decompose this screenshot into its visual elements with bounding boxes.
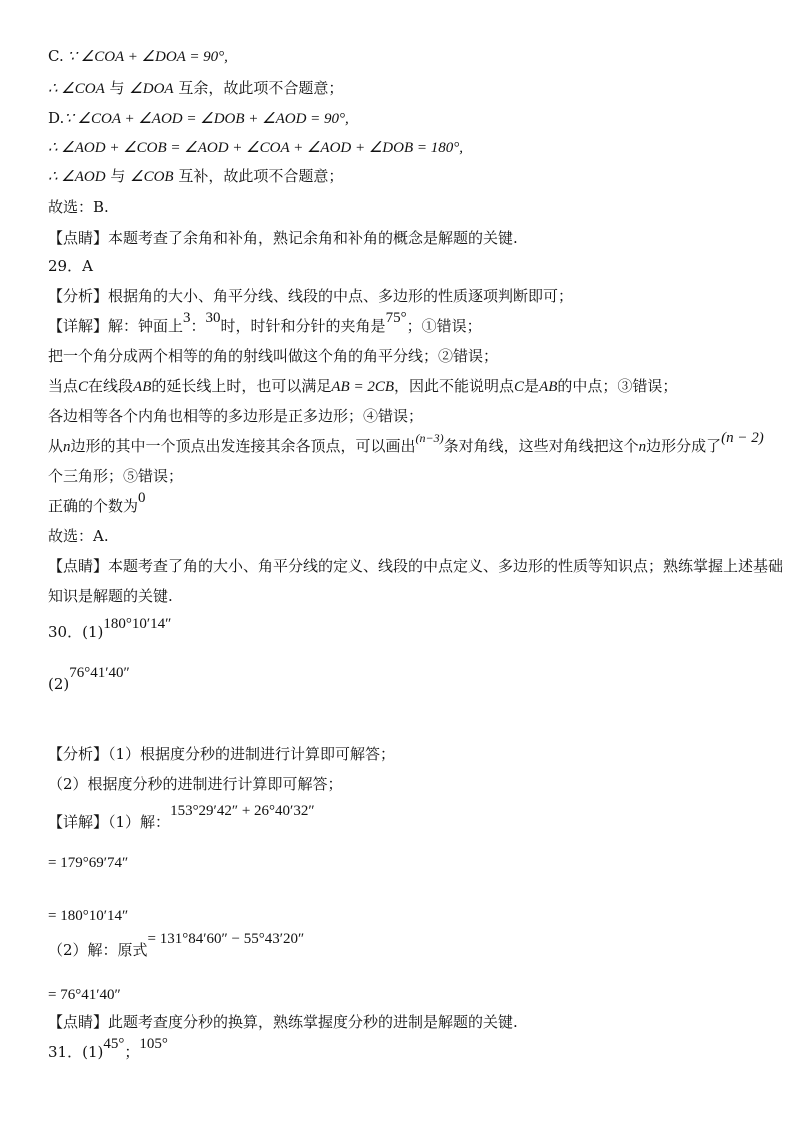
text: ，因此不能说明点 <box>394 377 515 395</box>
math-expression: ∴ ∠AOD <box>48 169 106 185</box>
option-c-conclusion <box>48 78 343 99</box>
text: 30．(1) <box>48 623 104 641</box>
option-d-line <box>48 108 349 129</box>
text: 与 <box>105 167 131 185</box>
math-expression: 45° <box>103 1036 125 1052</box>
option-label: C. <box>48 47 64 65</box>
text: （2）解：原式 <box>48 941 148 959</box>
math-expression: C <box>514 379 525 395</box>
text: 31．(1) <box>48 1043 104 1061</box>
math-number: 3 <box>183 310 191 326</box>
question-30-answer-1 <box>48 616 172 643</box>
math-expression: ∠COB <box>130 169 174 185</box>
text: 正确的个数为 <box>48 497 139 515</box>
math-expression: (n − 2) <box>721 430 764 446</box>
math-expression: n <box>638 439 647 455</box>
text: 互补，故此项不合题意； <box>173 167 344 185</box>
comment-label: 【点睛】 <box>48 557 109 575</box>
math-expression: 153°29′42″ + 26°40′32″ <box>170 803 315 819</box>
option-c-line <box>48 46 228 67</box>
analysis-label: 【分析】 <box>48 745 109 763</box>
math-expression: n <box>63 439 71 455</box>
text: (2) <box>48 675 70 693</box>
detail-line <box>48 310 482 337</box>
text: 互余，故此项不合题意； <box>173 79 344 97</box>
math-expression: ∵ ∠COA + ∠DOA = 90°, <box>63 49 228 65</box>
text: 边形的其中一个顶点出发连接其余各顶点，可以画出 <box>70 437 416 455</box>
text: 29．A <box>48 257 93 275</box>
answer-line <box>48 197 109 217</box>
answer-line <box>48 526 109 546</box>
math-number: 75° <box>385 310 407 326</box>
text: 本题考查了余角和补角，熟记余角和补角的概念是解题的关键. <box>108 229 518 247</box>
text: 的延长线上时，也可以满足 <box>151 377 332 395</box>
analysis-line <box>48 774 343 794</box>
math-expression: = 180°10′14″ <box>48 908 129 924</box>
text: （1）根据度分秒的进制进行计算即可解答； <box>108 745 396 763</box>
math-expression: ∵ ∠COA + ∠AOD = ∠DOB + ∠AOD = 90°, <box>64 111 349 127</box>
comment-label: 【点睛】 <box>48 1013 109 1031</box>
text: 故选：A. <box>48 527 109 545</box>
question-29-heading <box>48 256 93 276</box>
comment-line <box>48 1012 518 1032</box>
text: 在线段 <box>88 377 134 395</box>
text: 边形分成了 <box>646 437 722 455</box>
detail-line <box>48 803 315 833</box>
detail-line <box>48 490 146 517</box>
text: 解：钟面上 <box>108 317 184 335</box>
math-expression: AB <box>133 379 152 395</box>
question-31-answer-1 <box>48 1036 168 1063</box>
analysis-line <box>48 744 395 764</box>
text: 从 <box>48 437 64 455</box>
text: （1）解： <box>108 813 171 831</box>
text: 的中点；③错误； <box>557 377 678 395</box>
math-expression: = 76°41′40″ <box>48 987 121 1003</box>
math-expression: = 131°84′60″ − 55°43′20″ <box>147 931 305 947</box>
option-label: D. <box>48 109 65 127</box>
text: 本题考查了角的大小、角平分线的定义、线段的中点定义、多边形的性质等知识点；熟练掌握上述基础 <box>108 557 784 575</box>
option-d-derivation <box>48 137 463 158</box>
text: 与 <box>104 79 130 97</box>
calc-step <box>48 852 128 873</box>
math-expression: ∠DOA <box>129 81 174 97</box>
option-d-conclusion <box>48 166 343 187</box>
analysis-label: 【分析】 <box>48 287 109 305</box>
text: 条对角线，这些对角线把这个 <box>443 437 639 455</box>
math-expression: (n−3) <box>415 431 444 445</box>
text: ： <box>190 317 206 335</box>
comment-line-continued <box>48 586 173 606</box>
math-expression: = 179°69′74″ <box>48 855 129 871</box>
detail-line <box>48 931 305 961</box>
math-expression: 180°10′14″ <box>103 616 172 632</box>
math-expression: C <box>78 379 89 395</box>
text: 是 <box>524 377 540 395</box>
calc-step <box>48 984 121 1005</box>
text: ；①错误； <box>406 317 482 335</box>
text: 当点 <box>48 377 79 395</box>
text: 把一个角分成两个相等的角的射线叫做这个角的角平分线；②错误； <box>48 347 499 365</box>
math-number: 0 <box>138 490 146 506</box>
detail-line <box>48 430 764 457</box>
text: 时，时针和分针的夹角是 <box>220 317 386 335</box>
comment-label: 【点睛】 <box>48 229 109 247</box>
detail-line <box>48 406 423 426</box>
math-expression: ∴ ∠COA <box>48 81 105 97</box>
calc-step <box>48 905 128 926</box>
detail-line <box>48 466 183 486</box>
text: 根据角的大小、角平分线、线段的中点、多边形的性质逐项判断即可； <box>108 287 574 305</box>
detail-line <box>48 346 498 366</box>
text: ； <box>124 1043 140 1061</box>
math-expression: ∴ ∠AOD + ∠COB = ∠AOD + ∠COA + ∠AOD + ∠DOB = 180°, <box>48 140 463 156</box>
detail-label: 【详解】 <box>48 317 109 335</box>
text: 此题考查度分秒的换算，熟练掌握度分秒的进制是解题的关键. <box>108 1013 518 1031</box>
math-expression: AB = 2CB <box>331 379 395 395</box>
text: 各边相等各个内角也相等的多边形是正多边形；④错误； <box>48 407 424 425</box>
text: 故选：B. <box>48 198 109 216</box>
text: （2）根据度分秒的进制进行计算即可解答； <box>48 775 343 793</box>
question-30-answer-2 <box>48 665 130 695</box>
math-expression: 105° <box>139 1036 168 1052</box>
text: 个三角形；⑤错误； <box>48 467 184 485</box>
analysis-line <box>48 286 573 306</box>
detail-line <box>48 376 677 397</box>
text: 知识是解题的关键. <box>48 587 173 605</box>
detail-label: 【详解】 <box>48 813 109 831</box>
math-number: 30 <box>205 310 221 326</box>
math-expression: AB <box>539 379 558 395</box>
comment-line <box>48 556 783 576</box>
comment-line <box>48 228 518 248</box>
math-expression: 76°41′40″ <box>69 665 130 681</box>
